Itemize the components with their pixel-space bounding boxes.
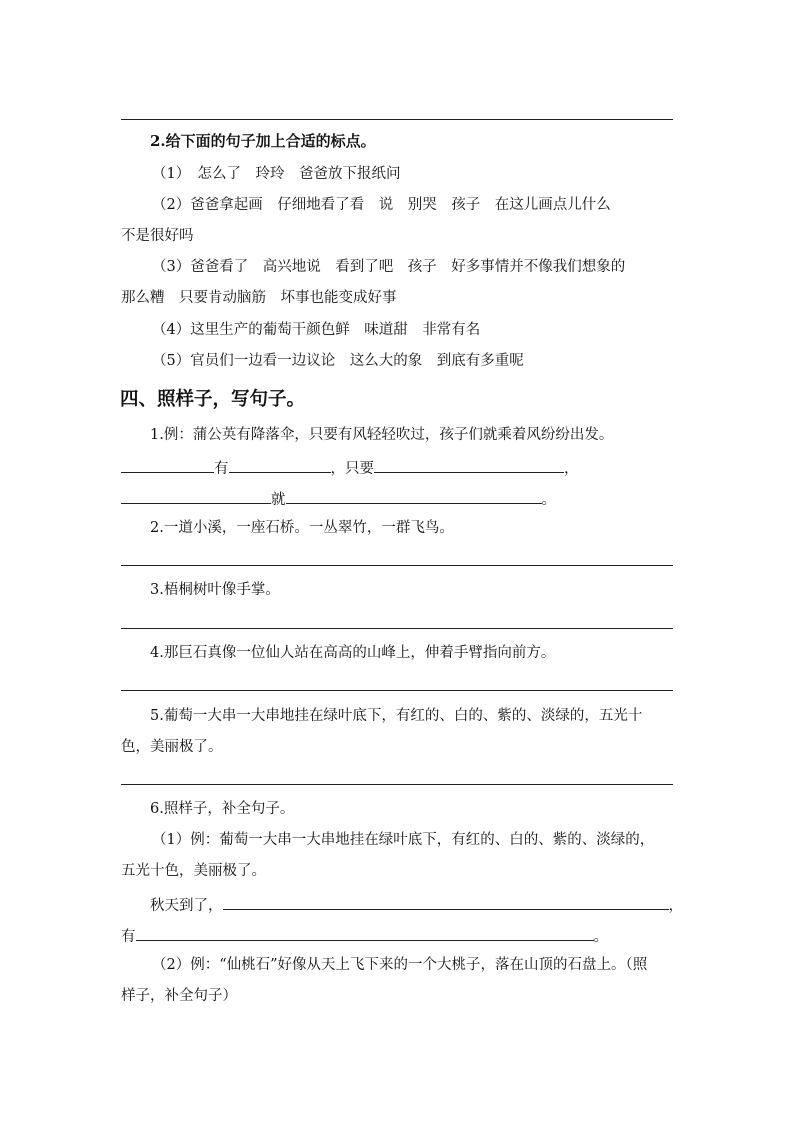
s4-q5-line1: 5.葡萄一大串一大串地挂在绿叶底下，有红的、白的、紫的、淡绿的，五光十 [150,708,643,724]
s4-q6-autumn-line [150,893,683,916]
s4-q5-line2: 色，美丽极了。 [121,739,223,755]
blank-autumn[interactable] [223,893,669,910]
blank-condition[interactable] [374,456,564,473]
q2-item-3-cont: 那么糟 只要肯动脑筋 坏事也能变成好事 [121,290,397,306]
word-zhiyao: ，只要 [330,461,374,477]
q2-item-5: （5）官员们一边看一边议论 这么大的象 到底有多重呢 [152,353,524,369]
q2-item-4: （4）这里生产的葡萄干颜色鲜 味道甜 非常有名 [152,322,481,338]
word-jiu: 就 [271,492,286,508]
top-answer-line [121,119,673,120]
q2-item-2-cont: 不是很好吗 [121,228,194,244]
s4-q6-title: 6.照样子，补全句子。 [150,801,295,817]
s4-q1-line2 [121,487,556,510]
blank-subject-1[interactable] [121,456,214,473]
s4-q1-line1 [121,456,579,479]
autumn-comma: ， [668,898,683,914]
you-period: 。 [593,929,608,945]
s4-q1-example: 1.例：蒲公英有降落伞，只要有风轻轻吹过，孩子们就乘着风纷纷出发。 [150,427,614,443]
answer-line-q2[interactable] [121,565,673,566]
answer-line-q3[interactable] [121,628,673,629]
q2-item-2: （2）爸爸拿起画 仔细地看了看 说 别哭 孩子 在这儿画点儿什么 [152,197,611,213]
you-text: 有 [121,929,136,945]
s4-q6-you-line [121,924,608,947]
autumn-text: 秋天到了， [150,898,223,914]
blank-result[interactable] [286,487,542,504]
word-you: 有 [214,461,229,477]
section-4-heading: 四、照样子，写句子。 [120,389,306,410]
blank-subject-2[interactable] [121,487,271,504]
answer-line-q4[interactable] [121,690,673,691]
answer-line-q5[interactable] [121,784,673,785]
q2-item-1: （1） 怎么了 玲玲 爸爸放下报纸问 [152,166,401,182]
period: 。 [541,492,556,508]
blank-you[interactable] [136,924,594,941]
s4-q6-sub1-line2: 五光十色，美丽极了。 [121,863,266,879]
s4-q6-sub1-line1: （1）例：葡萄一大串一大串地挂在绿叶底下，有红的、白的、紫的、淡绿的， [152,832,655,848]
s4-q2: 2.一道小溪，一座石桥。一丛翠竹，一群飞鸟。 [150,520,454,536]
s4-q3: 3.梧桐树叶像手掌。 [150,582,280,598]
q2-item-3: （3）爸爸看了 高兴地说 看到了吧 孩子 好多事情并不像我们想象的 [152,259,626,275]
comma: ， [564,461,579,477]
s4-q4: 4.那巨石真像一位仙人站在高高的山峰上，伸着手臂指向前方。 [150,645,556,661]
blank-object-1[interactable] [229,456,331,473]
s4-q6-sub2-line1: （2）例：“仙桃石”好像从天上飞下来的一个大桃子，落在山顶的石盘上。（照 [152,957,648,973]
question-2-title: 2.给下面的句子加上合适的标点。 [150,132,376,150]
s4-q6-sub2-line2: 样子，补全句子） [121,988,237,1004]
